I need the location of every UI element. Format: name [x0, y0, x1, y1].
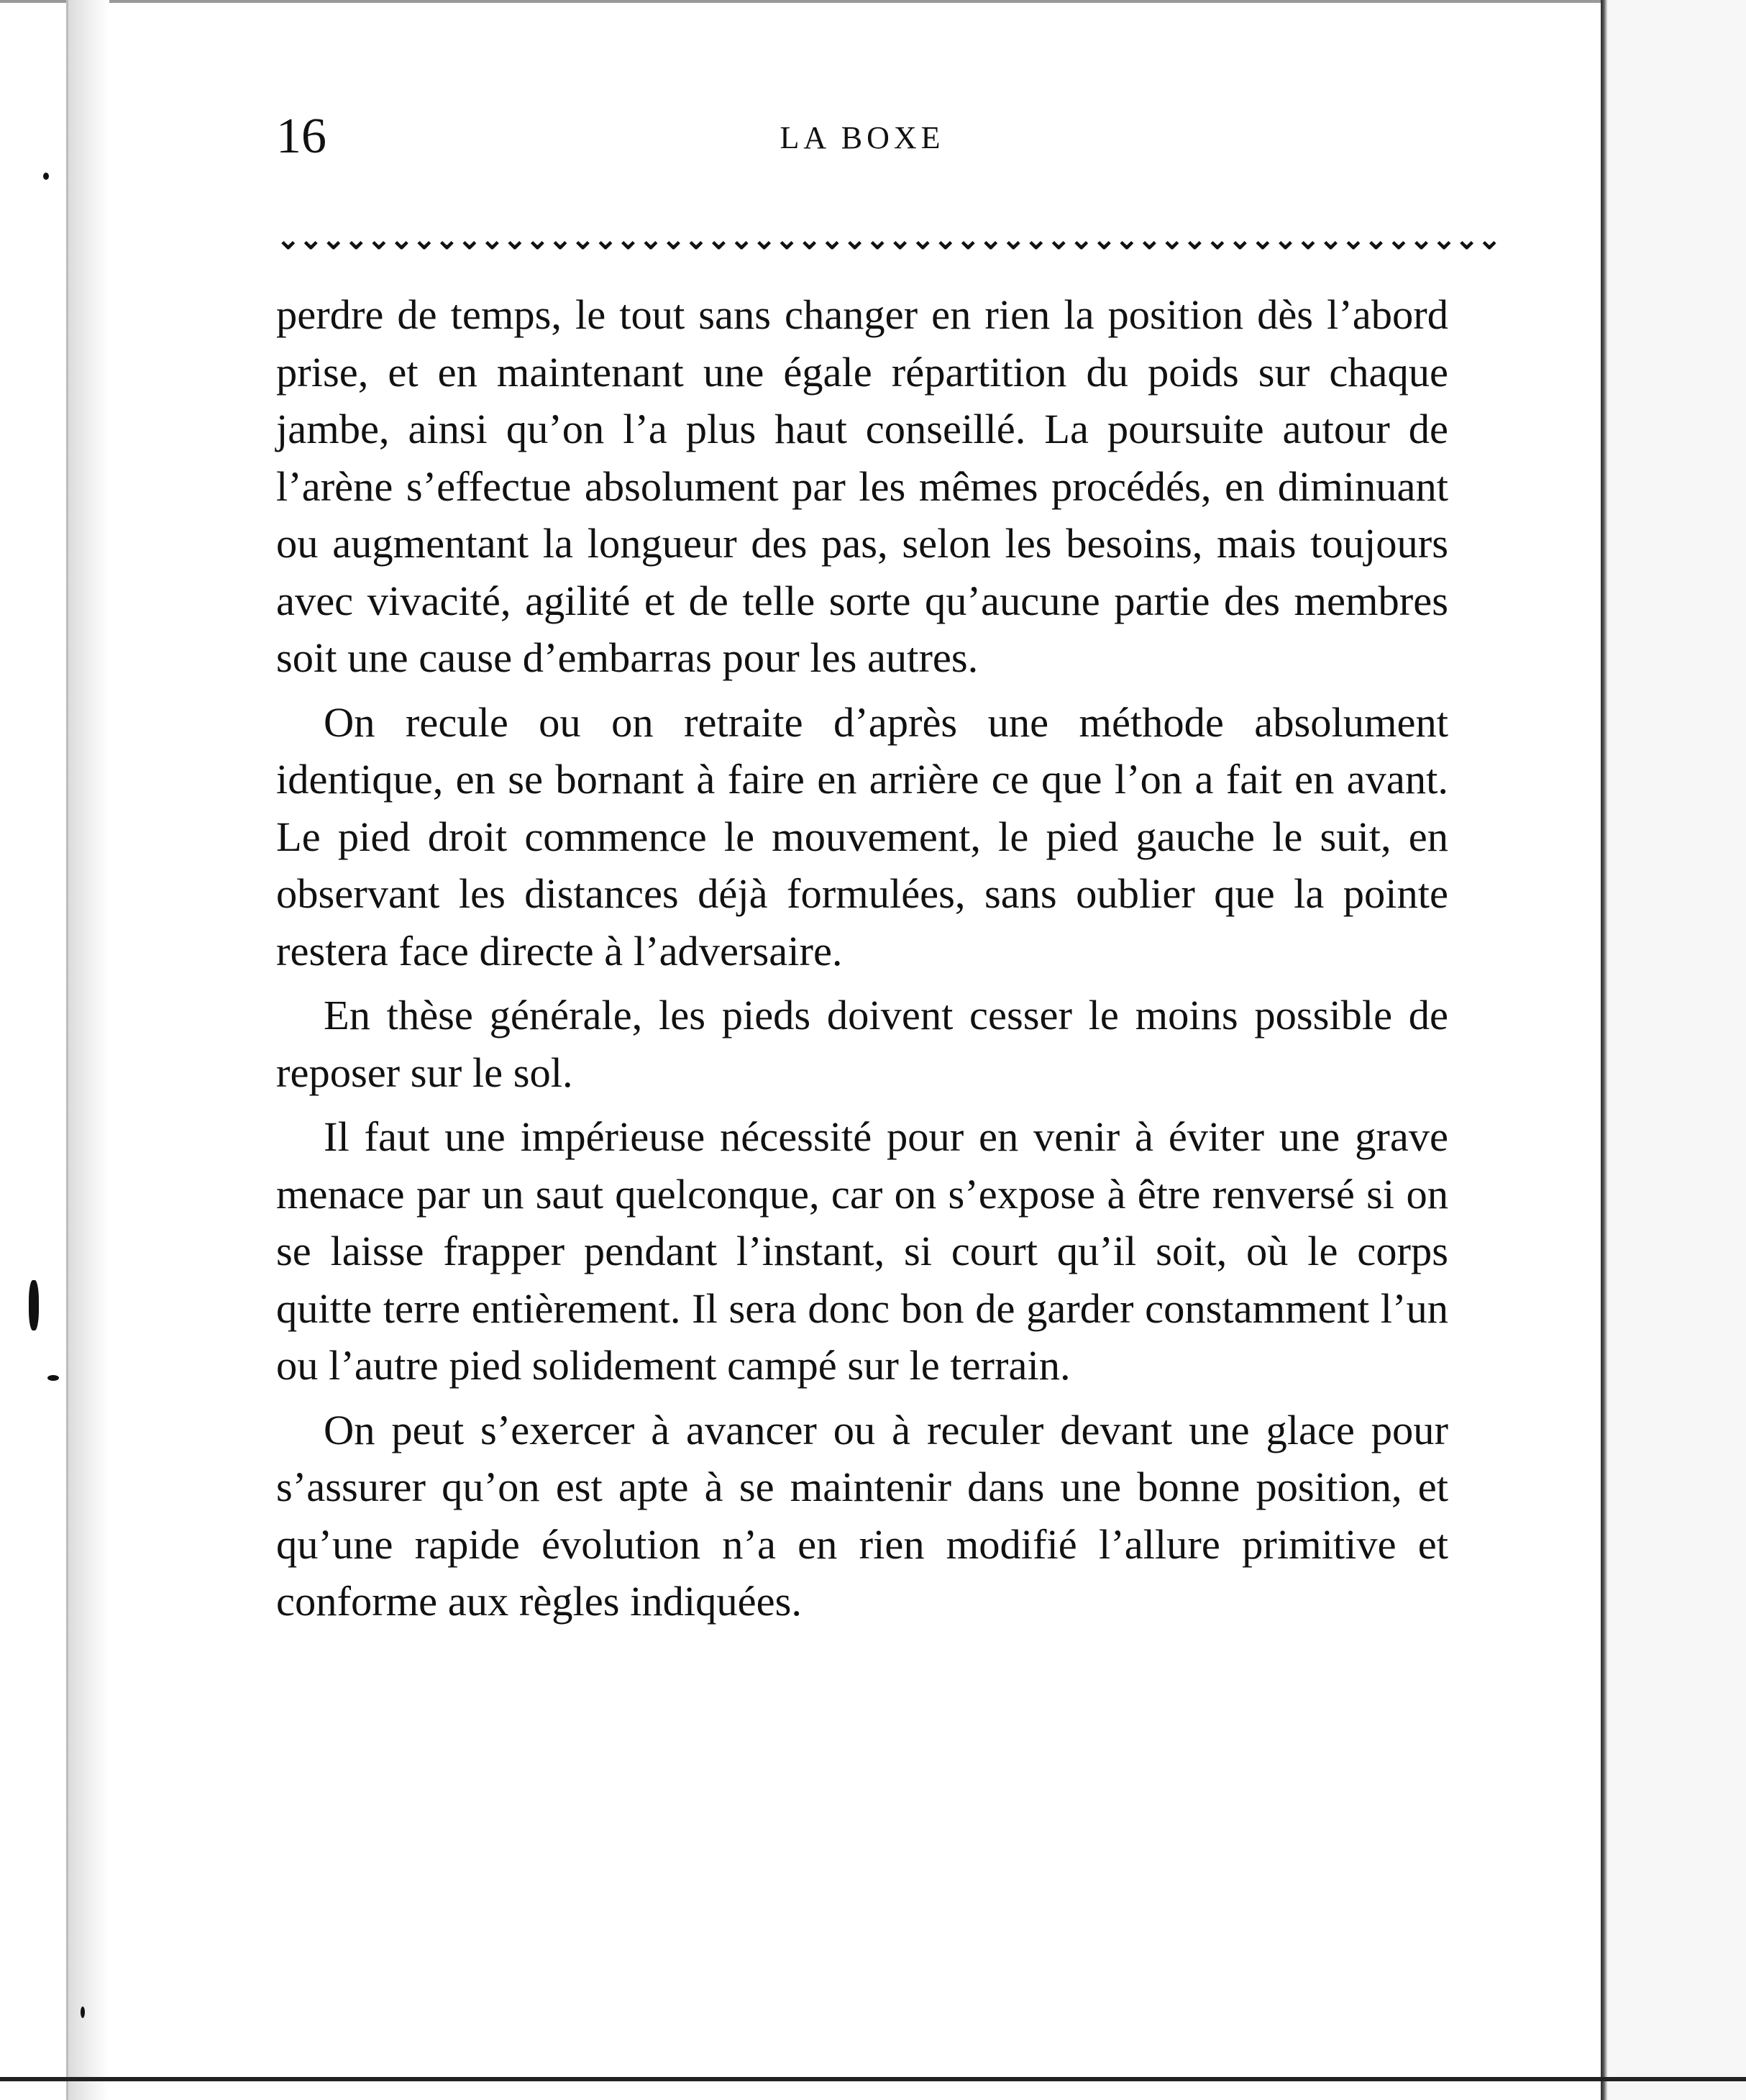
scan-speck: [81, 2007, 85, 2018]
body-text: [276, 286, 1448, 1630]
paragraph: En thèse générale, les pieds doivent cesser le moins possible de reposer sur le sol.: [276, 992, 1448, 1096]
scan-speck: [29, 1280, 39, 1330]
book-page: [276, 108, 1500, 1638]
scan-speck: [47, 1375, 59, 1381]
running-head: [276, 108, 1448, 165]
bottom-edge: [0, 2077, 1746, 2081]
scan-speck: [43, 173, 49, 180]
ornamental-rule: ⌄⌄⌄⌄⌄⌄⌄⌄⌄⌄⌄⌄⌄⌄⌄⌄⌄⌄⌄⌄⌄⌄⌄⌄⌄⌄⌄⌄⌄⌄⌄⌄⌄⌄⌄⌄⌄⌄⌄⌄⌄⌄⌄⌄⌄⌄⌄⌄⌄⌄⌄⌄⌄⌄: [276, 223, 1500, 255]
paragraph: Il faut une impérieuse nécessité pour en venir à éviter une grave menace par un saut quelconque, car on s’expose à être renversé si on se laisse frapper pendant l’instant, si court qu’il soit, où le corps quitte terre entièrement. Il sera donc bon de garder constamment l’un ou l’autre pied solidement campé sur le terrain.: [276, 1113, 1448, 1389]
paragraph: On recule ou on retraite d’après une méthode absolument identique, en se bornant à faire en arrière ce que l’on a fait en avant. Le pied droit commence le mouvement, le pied gauche le suit, en observant les distances déjà formulées, sans oublier que la pointe restera face directe à l’adversaire.: [276, 698, 1448, 974]
page-number: 16: [276, 109, 326, 164]
paragraph: perdre de temps, le tout sans changer en rien la position dès l’abord prise, et en maintenant une égale répartition du poids sur chaque jambe, ainsi qu’on l’a plus haut conseillé. La poursuite autour de l’arène s’effectue absolument par les mêmes procédés, en diminuant ou augmentant la longueur des pas, selon les besoins, mais toujours avec vivacité, agilité et de telle sorte qu’aucune partie des membres soit une cause d’embarras pour les autres.: [276, 291, 1448, 681]
gutter-shadow: [66, 0, 109, 2100]
adjacent-page-strip: [1608, 0, 1746, 2100]
running-title: LA BOXE: [780, 120, 945, 155]
left-page-edge: [66, 0, 68, 2100]
paragraph: On peut s’exercer à avancer ou à reculer devant une glace pour s’assurer qu’on est apte à se maintenir dans une bonne position, et qu’une rapide évolution n’a en rien modifié l’allure primitive et conforme aux règles indiquées.: [276, 1406, 1448, 1625]
top-edge: [0, 0, 1746, 3]
right-page-edge: [1601, 0, 1608, 2100]
